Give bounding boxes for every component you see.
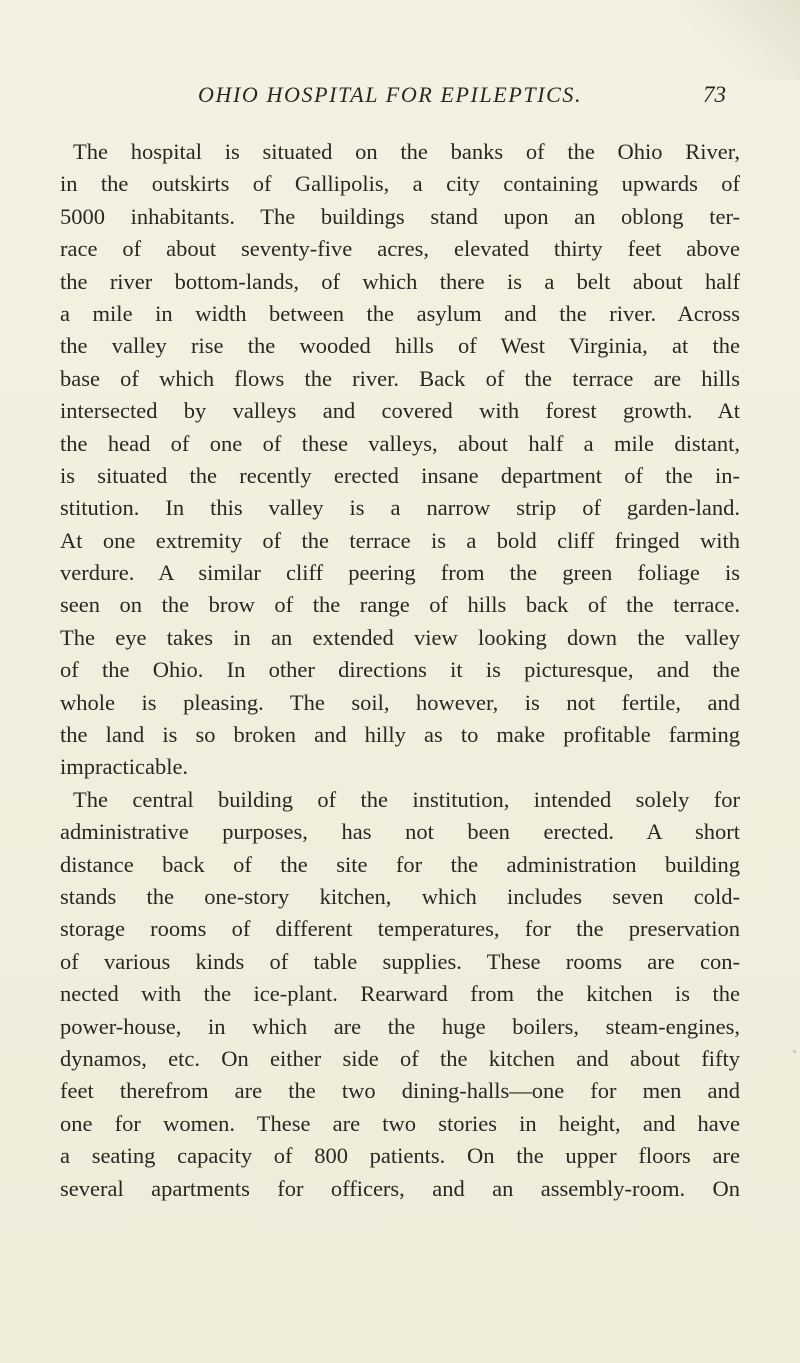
text-line: seen on the brow of the range of hills back of the terrace. (60, 592, 740, 618)
running-title: OHIO HOSPITAL FOR EPILEPTICS. (198, 82, 583, 107)
page-number: 73 (703, 82, 726, 107)
text-line: dynamos, etc. On either side of the kitchen and about fifty (60, 1045, 740, 1071)
text-line: storage rooms of different temperatures, for the preservation (60, 916, 740, 942)
text-line: The central building of the institution, intended solely for (73, 786, 740, 812)
text-line: in the outskirts of Gallipolis, a city containing upwards of (60, 171, 740, 197)
text-line: feet therefrom are the two dining-halls—one for men and (60, 1078, 740, 1104)
text-line: verdure. A similar cliff peering from the green foliage is (60, 560, 740, 586)
running-head (60, 82, 740, 112)
text-line: several apartments for officers, and an assembly-room. On (60, 1175, 740, 1201)
text-line: the land is so broken and hilly as to make profitable farming (60, 722, 740, 748)
text-line: of the Ohio. In other directions it is picturesque, and the (60, 657, 740, 683)
page-corner-shading (680, 0, 800, 80)
text-line: one for women. These are two stories in height, and have (60, 1110, 740, 1136)
text-line: The hospital is situated on the banks of the Ohio River, (73, 139, 740, 164)
text-line: intersected by valleys and covered with forest growth. At (60, 398, 740, 424)
text-line: 5000 inhabitants. The buildings stand upon an oblong ter- (60, 203, 740, 229)
text-line: whole is pleasing. The soil, however, is not fertile, and (60, 689, 740, 715)
text-line: race of about seventy-five acres, elevated thirty feet above (60, 236, 740, 262)
text-line: impracticable. (60, 754, 189, 780)
text-line: the head of one of these valleys, about half a mile distant, (60, 430, 740, 456)
text-line: stands the one-story kitchen, which includes seven cold- (60, 883, 740, 909)
text-line: a seating capacity of 800 patients. On the upper floors are (60, 1143, 740, 1169)
body-text (60, 136, 740, 1205)
text-line: administrative purposes, has not been erected. A short (60, 819, 740, 845)
text-line: a mile in width between the asylum and the river. Across (60, 300, 740, 326)
text-line: The eye takes in an extended view looking down the valley (60, 624, 740, 650)
text-line: nected with the ice-plant. Rearward from the kitchen is the (60, 981, 740, 1007)
text-line: stitution. In this valley is a narrow strip of garden-land. (60, 495, 740, 521)
paper-speck (793, 1050, 796, 1053)
text-line: distance back of the site for the administration building (60, 851, 740, 877)
text-line: of various kinds of table supplies. These rooms are con- (60, 948, 740, 974)
text-line: base of which flows the river. Back of the terrace are hills (60, 365, 740, 391)
text-line: power-house, in which are the huge boilers, steam-engines, (60, 1013, 740, 1039)
text-line: is situated the recently erected insane department of the in- (60, 462, 740, 488)
text-line: the valley rise the wooded hills of West Virginia, at the (60, 333, 740, 359)
text-line: At one extremity of the terrace is a bold cliff fringed with (60, 527, 740, 553)
text-line: the river bottom-lands, of which there is a belt about half (60, 268, 740, 294)
